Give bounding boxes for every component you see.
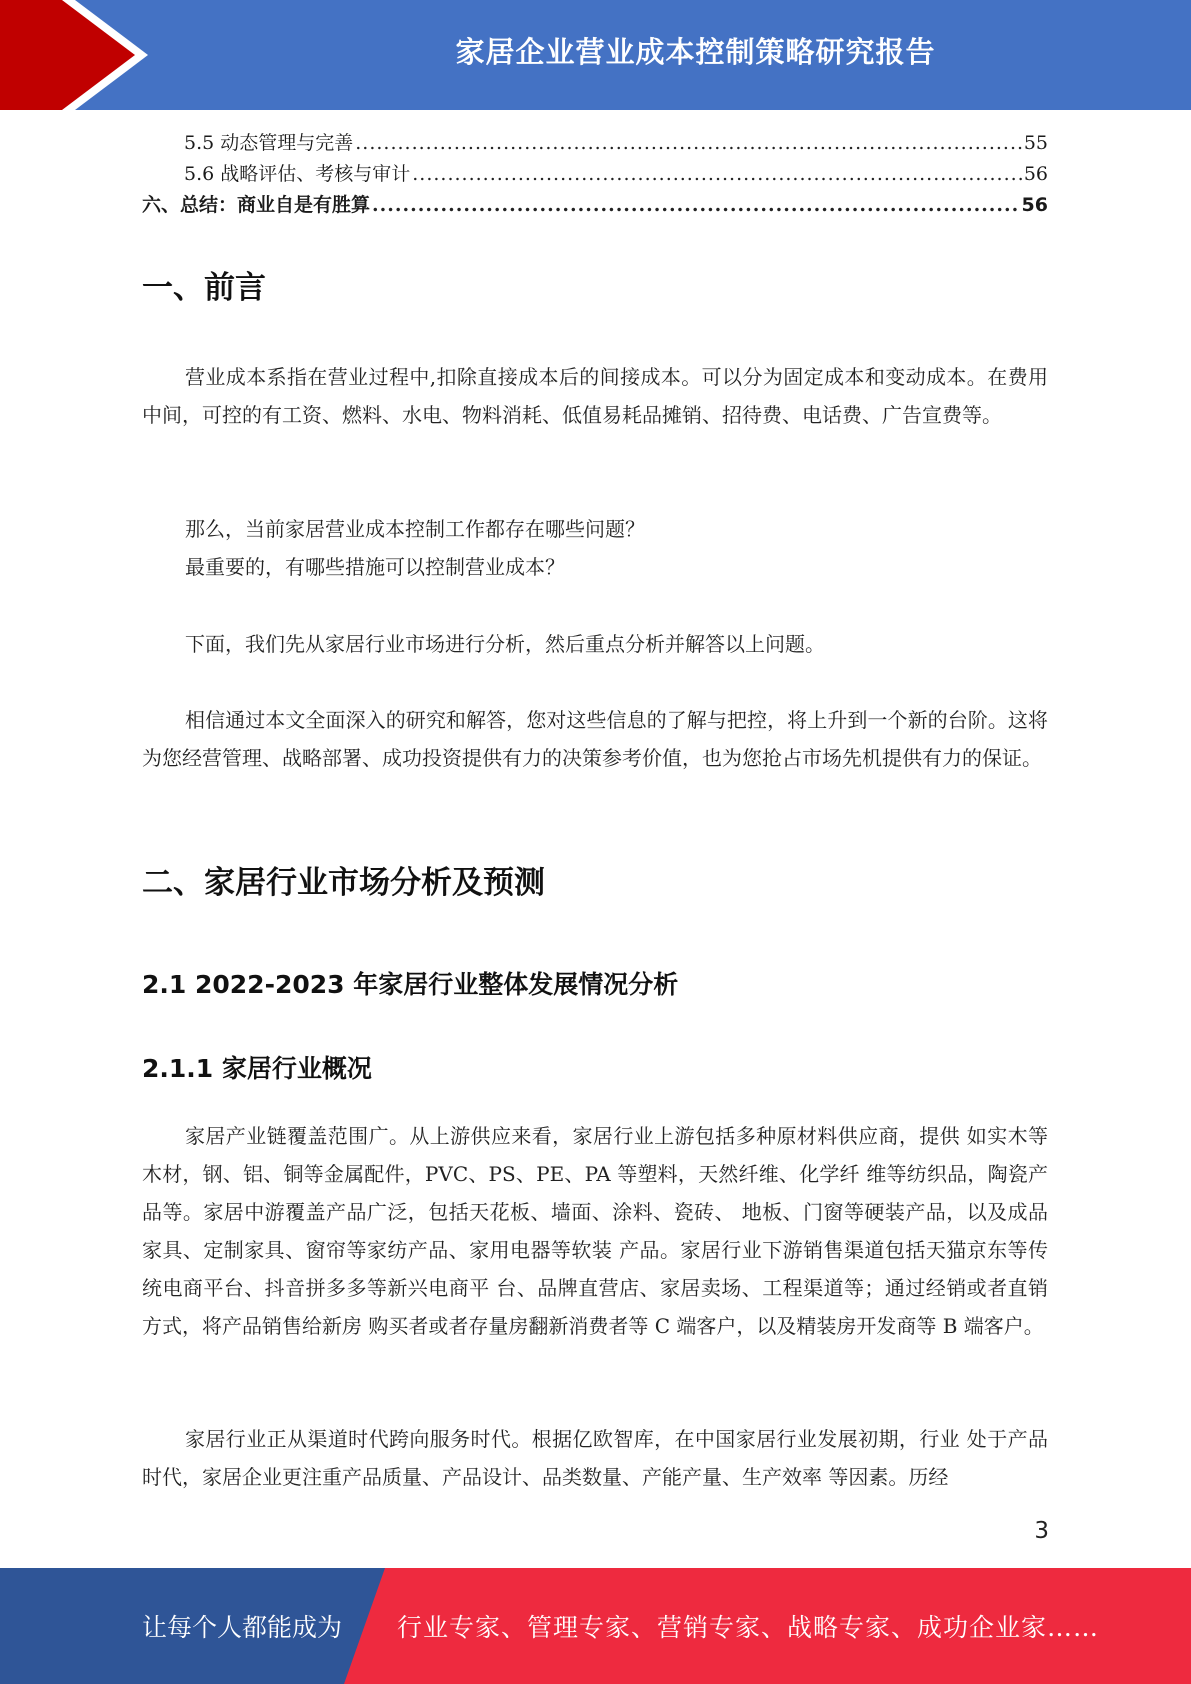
- subsection-heading-2-1: 2.1 2022-2023 年家居行业整体发展情况分析: [142, 970, 679, 999]
- page-header: [0, 0, 1191, 110]
- toc-entry-page: 55: [1023, 132, 1048, 154]
- footer-slogan-right: 行业专家、管理专家、营销专家、战略专家、成功企业家……: [397, 1613, 1100, 1642]
- toc-leader-dots: [355, 128, 1022, 159]
- paragraph-preface-approach: 下面，我们先从家居行业市场进行分析，然后重点分析并解答以上问题。: [185, 632, 825, 656]
- question-line: 那么，当前家居营业成本控制工作都存在哪些问题？: [185, 517, 645, 541]
- toc-leader-dots: [372, 190, 1020, 221]
- paragraph-preface-definition: 营业成本系指在营业过程中,扣除直接成本后的间接成本。可以分为固定成本和变动成本。在费用中间，可控的有工资、燃料、水电、物料消耗、低值易耗品摊销、招待费、电话费、广告宣费等。: [142, 365, 1048, 427]
- section-heading-market-analysis: 二、家居行业市场分析及预测: [142, 865, 545, 901]
- page-number: 3: [1034, 1518, 1049, 1544]
- toc-leader-dots: [412, 159, 1022, 190]
- section-heading-preface: 一、前言: [142, 270, 266, 306]
- toc-entry-label: 六、总结：商业自是有胜算: [142, 194, 371, 216]
- paragraph-preface-questions: [142, 510, 1048, 586]
- paragraph-industry-evolution: 家居行业正从渠道时代跨向服务时代。根据亿欧智库，在中国家居行业发展初期，行业 处于产品时代，家居企业更注重产品质量、产品设计、品类数量、产能产量、生产效率 等因素。历经: [142, 1427, 1048, 1489]
- footer-slogan-left: 让每个人都能成为: [142, 1613, 343, 1642]
- toc-entry-page: 56: [1021, 194, 1048, 216]
- question-line: 最重要的，有哪些措施可以控制营业成本？: [185, 555, 565, 579]
- toc-entry-5-6[interactable]: [142, 159, 1048, 190]
- toc-entry-label: 5.6 战略评估、考核与审计: [184, 163, 411, 185]
- toc-entry-label: 5.5 动态管理与完善: [184, 132, 354, 154]
- table-of-contents: [142, 128, 1048, 221]
- paragraph-industry-overview: 家居产业链覆盖范围广。从上游供应来看，家居行业上游包括多种原材料供应商，提供 如实木等木材，钢、铝、铜等金属配件，PVC、PS、PE、PA 等塑料，天然纤维、化学纤 维等纺织品，陶瓷产品等。家居中游覆盖产品广泛，包括天花板、墙面、涂料、瓷砖、 地板、门窗等硬装产品，以及成品家具、定制家具、窗帘等家纺产品、家用电器等软装 产品。家居行业下游销售渠道包括天猫京东等传统电商平台、抖音拼多多等新兴电商平 台、品牌直营店、家居卖场、工程渠道等；通过经销或者直销方式，将产品销售给新房 购买者或者存量房翻新消费者等 C 端客户，以及精装房开发商等 B 端客户。: [142, 1124, 1048, 1338]
- page-footer: [0, 1568, 1191, 1684]
- paragraph-preface-value: 相信通过本文全面深入的研究和解答，您对这些信息的了解与把控，将上升到一个新的台阶。这将为您经营管理、战略部署、成功投资提供有力的决策参考价值，也为您抢占市场先机提供有力的保证。: [142, 708, 1048, 770]
- toc-entry-5-5[interactable]: [142, 128, 1048, 159]
- report-title: 家居企业营业成本控制策略研究报告: [455, 34, 936, 69]
- subsection-heading-2-1-1: 2.1.1 家居行业概况: [142, 1054, 372, 1083]
- toc-entry-page: 56: [1023, 163, 1048, 185]
- toc-entry-6[interactable]: [142, 190, 1048, 221]
